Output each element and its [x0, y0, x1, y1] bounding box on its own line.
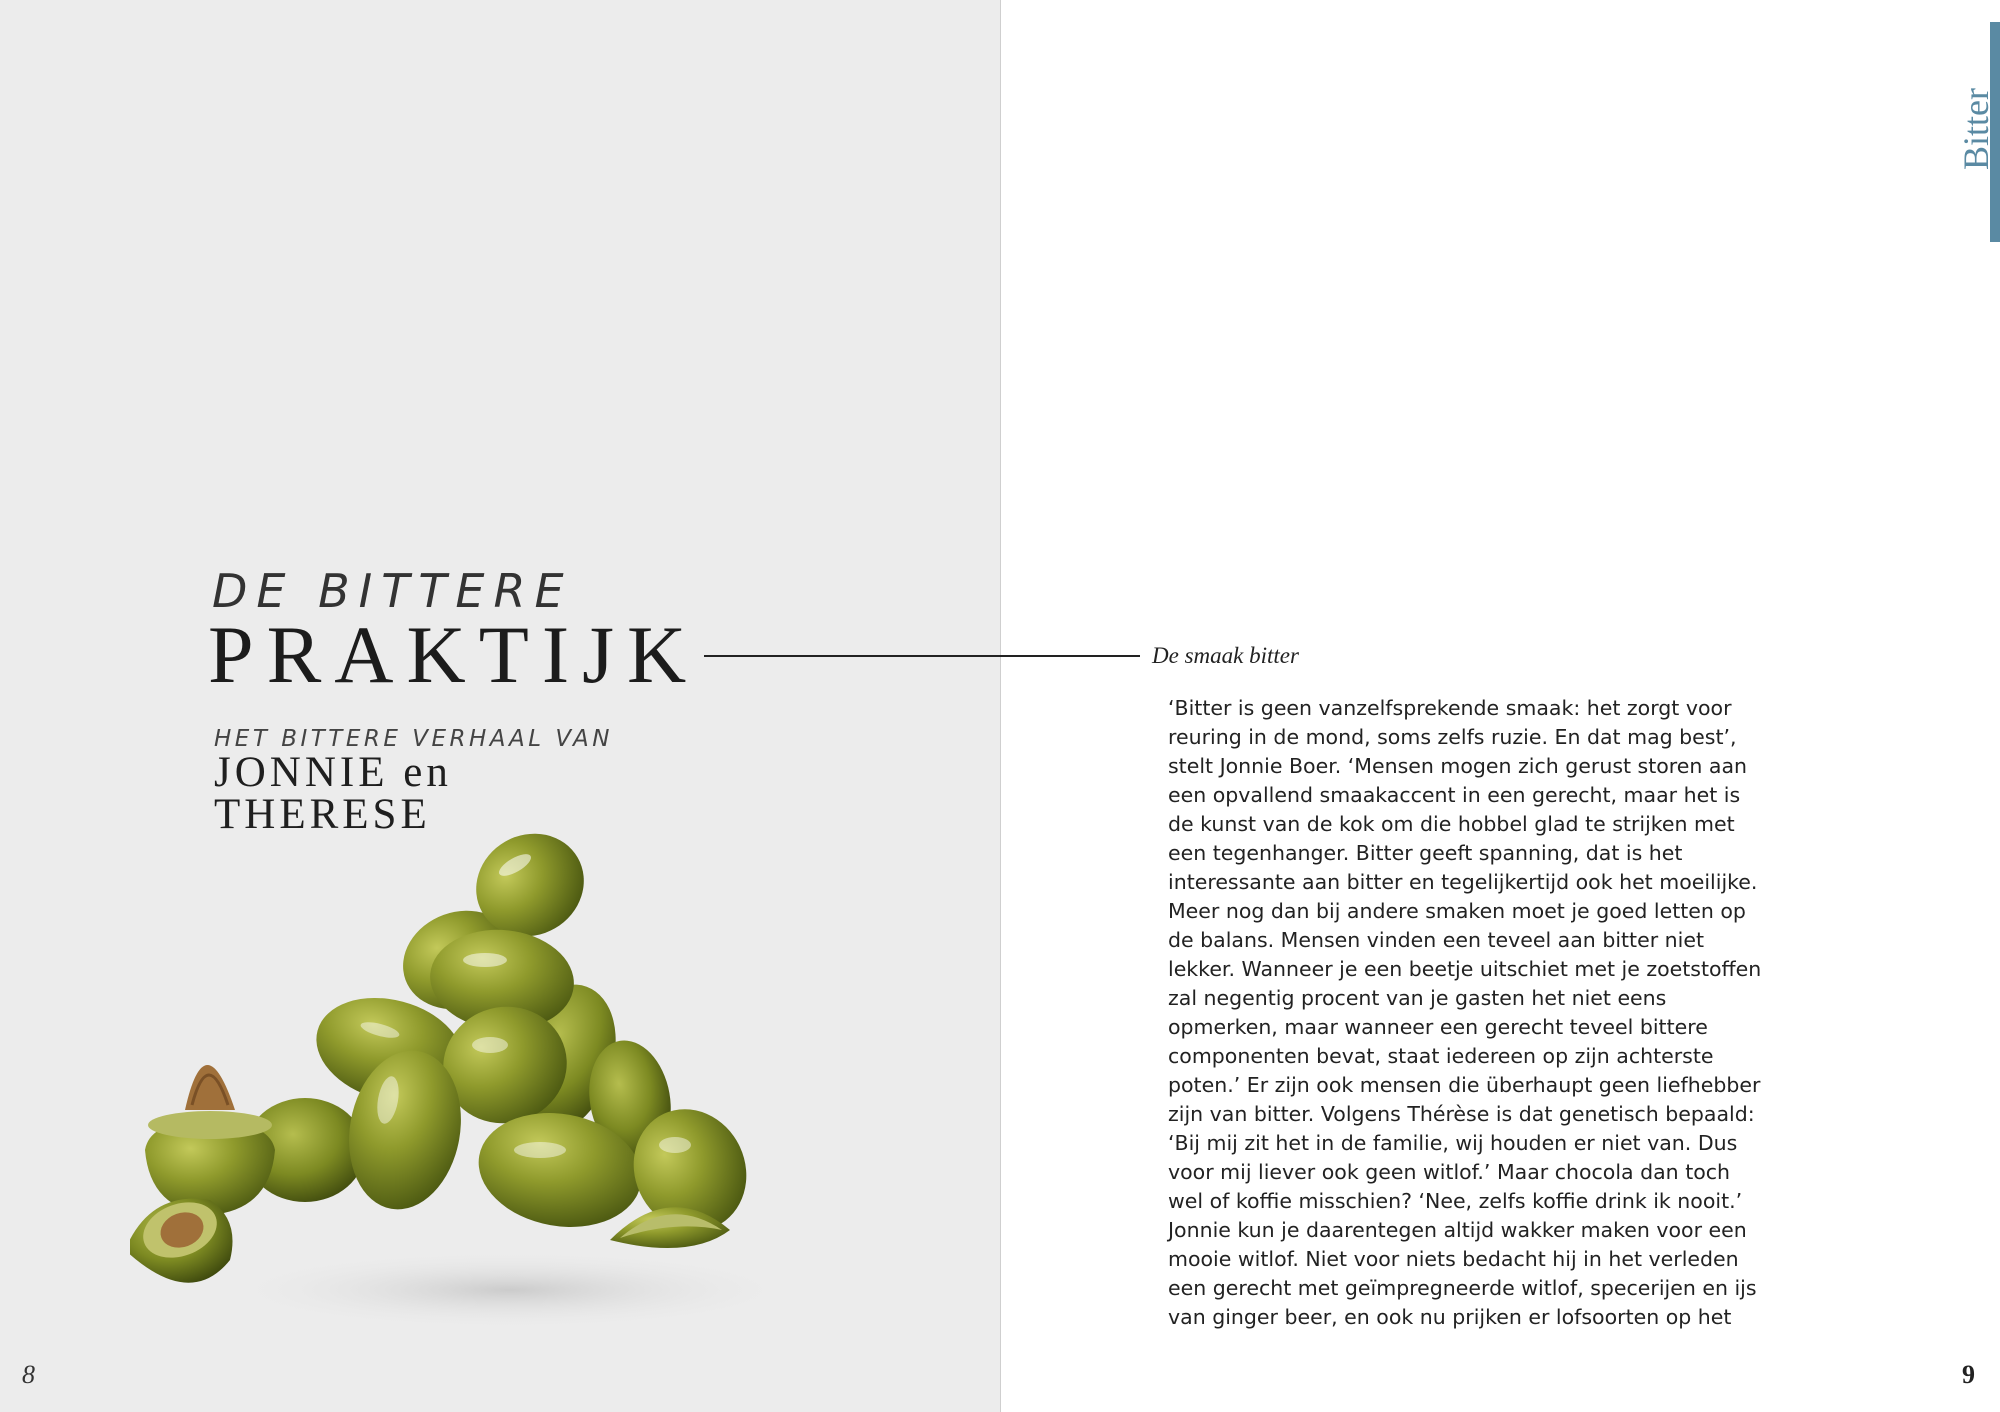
subtitle: HET BITTERE VERHAAL VAN — [214, 726, 613, 752]
body-line: de balans. Mensen vinden een teveel aan bitter niet — [1168, 928, 1704, 952]
names-line: THERESE — [214, 791, 431, 838]
page-gutter — [1000, 0, 1001, 1412]
names-line: JONNIE en — [214, 749, 452, 796]
section-label: De smaak bitter — [1152, 643, 1299, 668]
chapter-tab — [1956, 64, 1996, 194]
body-line: ‘Bij mij zit het in de familie, wij houden er niet van. Dus — [1168, 1131, 1738, 1155]
body-line: lekker. Wanneer je een beetje uitschiet met je zoetstoffen — [1168, 957, 1762, 981]
body-line: van ginger beer, en ook nu prijken er lofsoorten op het — [1168, 1305, 1732, 1329]
page-number-right: 9 — [1962, 1360, 1975, 1389]
body-line: mooie witlof. Niet voor niets bedacht hij in het verleden — [1168, 1247, 1739, 1271]
body-line: de kunst van de kok om die hobbel glad te strijken met — [1168, 812, 1735, 836]
body-line: een opvallend smaakaccent in een gerecht, maar het is — [1168, 783, 1741, 807]
title-kicker: DE BITTERE — [212, 564, 573, 618]
body-line: een tegenhanger. Bitter geeft spanning, dat is het — [1168, 841, 1683, 865]
body-line: stelt Jonnie Boer. ‘Mensen mogen zich gerust storen aan — [1168, 754, 1748, 778]
body-line: componenten bevat, staat iedereen op zijn achterste — [1168, 1044, 1714, 1068]
body-line: reuring in de mond, soms zelfs ruzie. En dat mag best’, — [1168, 725, 1737, 749]
body-line: Meer nog dan bij andere smaken moet je goed letten op — [1168, 899, 1746, 923]
body-line: poten.’ Er zijn ook mensen die überhaupt geen liefhebber — [1168, 1073, 1761, 1097]
body-text — [1168, 694, 1762, 1332]
body-line: voor mij liever ook geen witlof.’ Maar chocola dan toch — [1168, 1160, 1731, 1184]
body-line: opmerken, maar wanneer een gerecht teveel bittere — [1168, 1015, 1708, 1039]
body-line: een gerecht met geïmpregneerde witlof, specerijen en ijs — [1168, 1276, 1757, 1300]
body-line: zal negentig procent van je gasten het niet eens — [1168, 986, 1667, 1010]
chapter-tab-label: Bitter — [1956, 88, 1996, 170]
body-line: interessante aan bitter en tegelijkertijd ook het moeilijke. — [1168, 870, 1758, 894]
page-title: PRAKTIJK — [208, 609, 700, 700]
body-line: wel of koffie misschien? ‘Nee, zelfs koffie drink ik nooit.’ — [1168, 1189, 1743, 1213]
body-line: zijn van bitter. Volgens Thérèse is dat genetisch bepaald: — [1168, 1102, 1755, 1126]
title-rule — [704, 655, 1140, 657]
page-number-left: 8 — [22, 1360, 35, 1389]
body-line: Jonnie kun je daarentegen altijd wakker maken voor een — [1168, 1218, 1747, 1242]
body-line: ‘Bitter is geen vanzelfsprekende smaak: het zorgt voor — [1168, 696, 1732, 720]
olives-photo — [130, 820, 810, 1340]
